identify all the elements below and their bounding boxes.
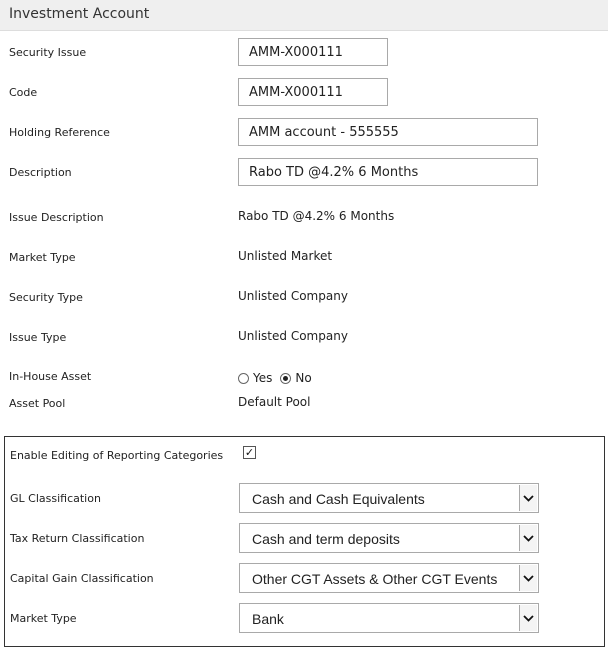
gl-classification-select[interactable] xyxy=(239,483,539,513)
holding-reference-input[interactable] xyxy=(238,118,538,146)
in-house-asset-radio-group xyxy=(238,370,320,386)
enable-editing-label: Enable Editing of Reporting Categories xyxy=(10,449,224,462)
gl-classification-selected: Cash and Cash Equivalents xyxy=(252,491,425,507)
holding-reference-label: Holding Reference xyxy=(9,126,110,139)
market-type-label: Market Type xyxy=(9,251,76,264)
security-type-label: Security Type xyxy=(9,291,83,304)
in-house-asset-yes-label[interactable]: Yes xyxy=(253,371,273,385)
in-house-asset-label: In-House Asset xyxy=(9,370,92,383)
code-label: Code xyxy=(9,86,38,99)
security-issue-label: Security Issue xyxy=(9,46,87,59)
capital-gain-classification-selected: Other CGT Assets & Other CGT Events xyxy=(252,571,498,587)
gl-classification-dropdown-button[interactable] xyxy=(519,485,537,511)
in-house-asset-yes-radio[interactable] xyxy=(238,373,249,384)
issue-type-label: Issue Type xyxy=(9,331,67,344)
issue-description-value: Rabo TD @4.2% 6 Months xyxy=(238,209,395,223)
tax-return-classification-dropdown-button[interactable] xyxy=(519,525,537,551)
in-house-asset-no-label[interactable]: No xyxy=(295,371,312,385)
description-input[interactable] xyxy=(238,158,538,186)
asset-pool-label: Asset Pool xyxy=(9,397,66,410)
asset-pool-value: Default Pool xyxy=(238,395,311,409)
enable-editing-checkbox[interactable]: ✓ xyxy=(244,446,255,459)
description-label: Description xyxy=(9,166,72,179)
section-title: Investment Account xyxy=(9,6,150,22)
reporting-market-type-selected: Bank xyxy=(252,611,284,627)
issue-type-value: Unlisted Company xyxy=(238,329,348,343)
section-header xyxy=(0,0,608,31)
capital-gain-classification-label: Capital Gain Classification xyxy=(10,572,154,585)
capital-gain-classification-select[interactable] xyxy=(239,563,539,593)
security-issue-input[interactable] xyxy=(238,38,388,66)
chevron-down-icon xyxy=(523,575,534,582)
issue-description-label: Issue Description xyxy=(9,211,104,224)
in-house-asset-no-radio[interactable] xyxy=(280,373,291,384)
tax-return-classification-select[interactable] xyxy=(239,523,539,553)
code-input[interactable] xyxy=(238,78,388,106)
reporting-market-type-dropdown-button[interactable] xyxy=(519,605,537,631)
chevron-down-icon xyxy=(523,495,534,502)
tax-return-classification-selected: Cash and term deposits xyxy=(252,531,400,547)
market-type-value: Unlisted Market xyxy=(238,249,333,263)
reporting-market-type-label: Market Type xyxy=(10,612,77,625)
tax-return-classification-label: Tax Return Classification xyxy=(10,532,145,545)
gl-classification-label: GL Classification xyxy=(10,492,101,505)
capital-gain-classification-dropdown-button[interactable] xyxy=(519,565,537,591)
chevron-down-icon xyxy=(523,535,534,542)
chevron-down-icon xyxy=(523,615,534,622)
security-type-value: Unlisted Company xyxy=(238,289,348,303)
reporting-market-type-select[interactable] xyxy=(239,603,539,633)
